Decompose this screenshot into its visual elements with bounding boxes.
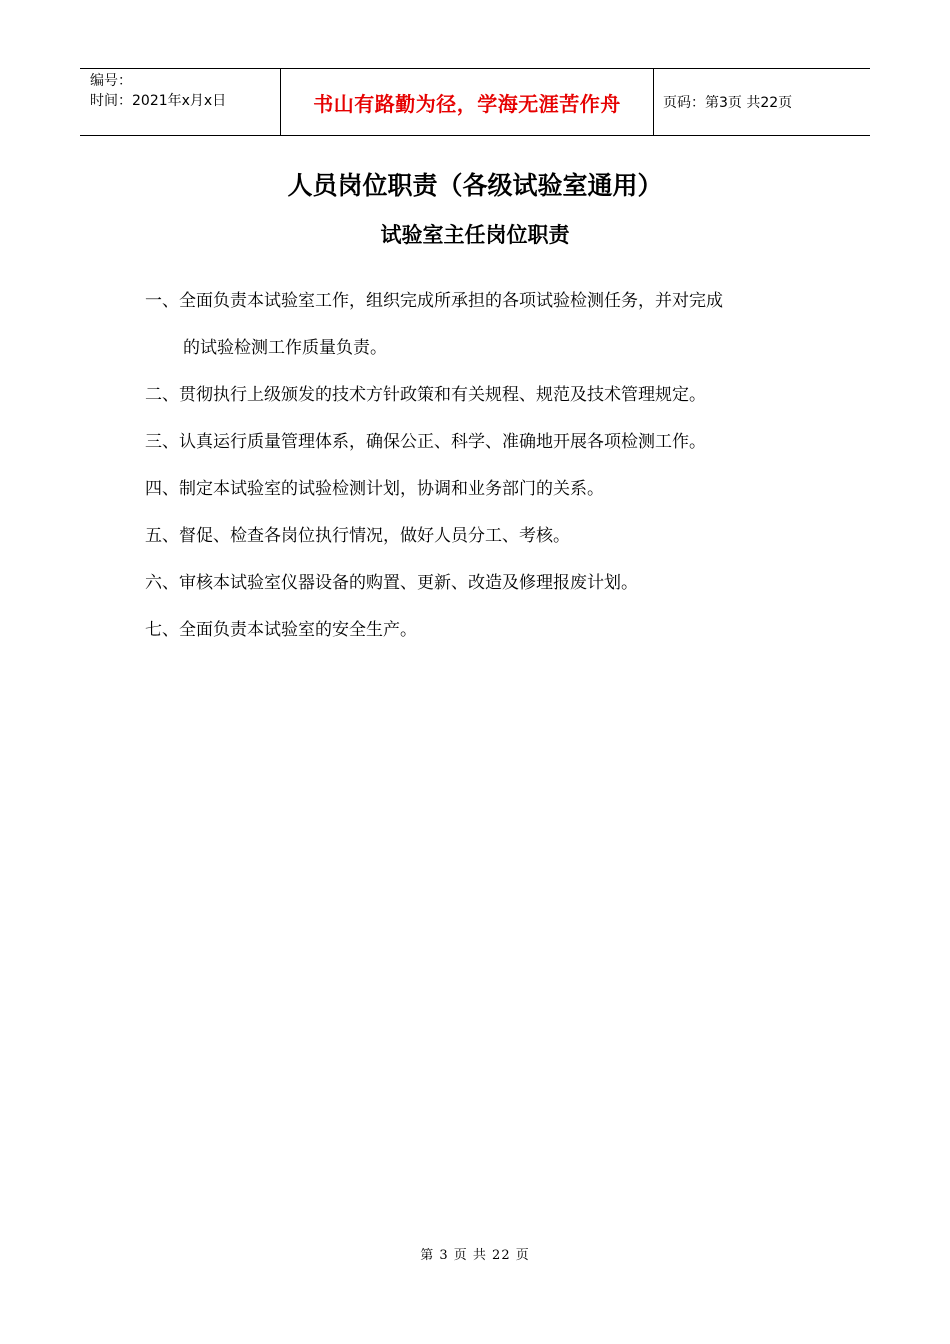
header-number: 编号： — [90, 73, 132, 89]
header-time: 时间：2021年x月x日 — [90, 93, 227, 109]
document-title: 人员岗位职责（各级试验室通用） — [287, 171, 663, 200]
page-footer: 第 3 页 共 22 页 — [420, 1248, 530, 1263]
duty-item: 七、全面负责本试验室的安全生产。 — [145, 620, 417, 640]
duty-item: 三、认真运行质量管理体系，确保公正、科学、准确地开展各项检测工作。 — [145, 432, 706, 452]
header-page-number: 页码：第3页 共22页 — [663, 95, 793, 111]
document-subtitle: 试验室主任岗位职责 — [380, 223, 570, 247]
duty-list — [145, 278, 825, 654]
page-header — [80, 68, 870, 136]
header-meta — [80, 69, 281, 135]
duty-item: 四、制定本试验室的试验检测计划，协调和业务部门的关系。 — [145, 479, 604, 499]
duty-item: 一、全面负责本试验室工作，组织完成所承担的各项试验检测任务，并对完成 — [145, 291, 723, 311]
duty-item: 六、审核本试验室仪器设备的购置、更新、改造及修理报废计划。 — [145, 573, 638, 593]
duty-item: 二、贯彻执行上级颁发的技术方针政策和有关规程、规范及技术管理规定。 — [145, 385, 706, 405]
duty-item-continuation: 的试验检测工作质量负责。 — [183, 338, 387, 358]
duty-item: 五、督促、检查各岗位执行情况，做好人员分工、考核。 — [145, 526, 570, 546]
header-motto: 书山有路勤为径，学海无涯苦作舟 — [281, 69, 654, 135]
